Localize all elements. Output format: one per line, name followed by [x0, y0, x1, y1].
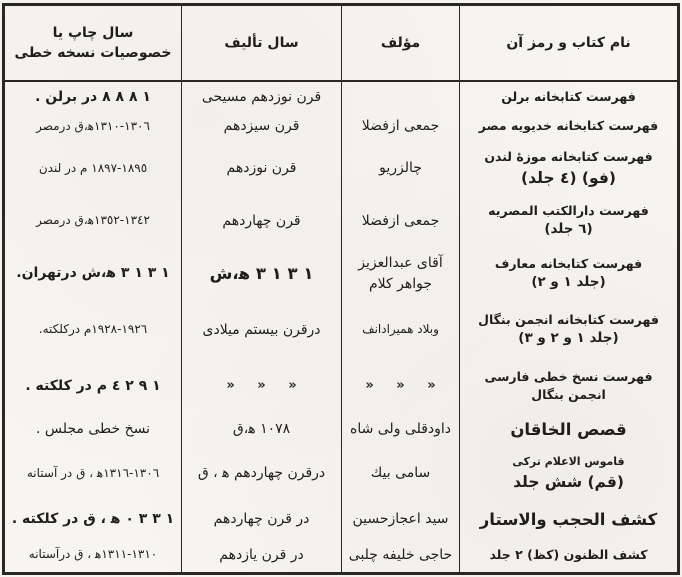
- year-cell: [182, 141, 342, 196]
- book-cell: [460, 246, 677, 301]
- column-header-book-name-label: نام كتاب و رمز آن: [506, 34, 631, 51]
- book-text-line: فهرست دارالكتب المصريه: [488, 203, 649, 219]
- print-cell: [5, 501, 182, 538]
- book-text-line: فهرست كتابخانه برلن: [501, 88, 636, 104]
- print-text-line: ١ ٣ ١ ٣ ه‍،ش درتهران.: [16, 265, 170, 282]
- author-cell: [342, 501, 460, 538]
- print-cell: [5, 301, 182, 359]
- author-text-line: چالزريو: [379, 160, 422, 177]
- year-text-line: ١ ٣ ١ ٣ ه‍،ش: [209, 263, 314, 283]
- year-cell: [182, 413, 342, 446]
- table-row-11: [5, 538, 677, 572]
- year-text-line: قرن نوزدهم مسيحى: [201, 88, 322, 105]
- year-cell: [182, 246, 342, 301]
- table-row-1: [5, 82, 677, 112]
- author-text-line: داودقلى ولى شاه: [349, 421, 452, 438]
- author-text-line: « « «: [365, 377, 436, 393]
- book-text-line: قاموس الاعلام تركى: [512, 455, 625, 469]
- print-text-line: ١ ٩ ٢ ٤ م در كلكته .: [25, 377, 161, 394]
- year-cell: [182, 301, 342, 359]
- year-cell: [182, 446, 342, 501]
- table-row-6: [5, 301, 677, 359]
- column-header-author: [342, 6, 460, 80]
- column-header-composition-year: [182, 6, 342, 80]
- year-text-line: در قرن يازدهم: [219, 546, 304, 563]
- print-cell: [5, 141, 182, 196]
- column-header-print-year: [5, 6, 182, 80]
- author-cell: [342, 359, 460, 413]
- book-cell: [460, 112, 677, 141]
- book-text-line: كشف الحجب والاستار: [479, 509, 658, 529]
- table-row-4: [5, 196, 677, 246]
- book-text-line: (جلد ١ و ٢): [531, 273, 606, 290]
- print-cell: [5, 82, 182, 112]
- author-cell: [342, 446, 460, 501]
- print-text-line: ١٨٩٥-١٨٩٧ م در لندن: [38, 160, 148, 175]
- table-body: [5, 82, 677, 572]
- table-header-row: [5, 6, 677, 82]
- column-header-author-label: مؤلف: [380, 34, 421, 51]
- table-row-5: [5, 246, 677, 301]
- author-cell: [342, 196, 460, 246]
- print-cell: [5, 538, 182, 572]
- book-text-line: فهرست كتابخانه معارف: [494, 255, 643, 271]
- column-header-print-year-line2: خصوصيات نسخه خطى: [14, 45, 172, 61]
- book-cell: [460, 446, 677, 501]
- year-cell: [182, 538, 342, 572]
- book-text-line: انجمن بنگال: [531, 387, 606, 402]
- print-text-line: ١ ٣ ٣ ٠ ه‍ ، ق در كلكته .: [11, 511, 175, 528]
- book-cell: [460, 82, 677, 112]
- author-text-line: سيد اعجازحسين: [352, 511, 449, 528]
- year-text-line: در قرن چهاردهم: [213, 511, 310, 528]
- table-row-3: [5, 141, 677, 196]
- book-text-line: فهرست كتابخانه انجمن بنگال: [478, 312, 659, 328]
- book-cell: [460, 141, 677, 196]
- book-text-line: فهرست كتابخانه خديويه مصر: [478, 118, 659, 134]
- table-row-9: [5, 446, 677, 501]
- author-cell: [342, 82, 460, 112]
- author-cell: [342, 141, 460, 196]
- print-text-line: ١٩٢٦-١٩٢٨م دركلكته.: [38, 322, 148, 337]
- year-cell: [182, 359, 342, 413]
- year-cell: [182, 112, 342, 141]
- year-cell: [182, 196, 342, 246]
- year-text-line: قرن نوزدهم: [226, 160, 297, 177]
- table-row-2: [5, 112, 677, 141]
- book-text-line: (جلد ١ و ٢ و ٣): [518, 330, 619, 347]
- print-text-line: ١٣٠٦-١٣١٠ه‍،ق درمصر: [36, 118, 150, 133]
- table-row-7: [5, 359, 677, 413]
- book-cell: [460, 359, 677, 413]
- print-cell: [5, 196, 182, 246]
- book-text-line: (فو) (٤ جلد): [521, 168, 616, 187]
- table-row-8: [5, 413, 677, 446]
- year-cell: [182, 82, 342, 112]
- print-cell: [5, 246, 182, 301]
- year-text-line: درقرن چهاردهم ه‍ ، ق: [197, 465, 326, 482]
- book-cell: [460, 413, 677, 446]
- year-text-line: درقرن بيستم ميلادى: [202, 321, 321, 338]
- book-text-line: (٦ جلد): [544, 221, 593, 238]
- author-cell: [342, 538, 460, 572]
- print-cell: [5, 112, 182, 141]
- column-header-composition-year-label: سال تأليف: [224, 34, 299, 51]
- author-cell: [342, 301, 460, 359]
- catalog-table: [2, 3, 680, 575]
- author-text-line: جمعى ازفضلا: [361, 118, 440, 135]
- author-text-line: سامى بيك: [370, 465, 431, 482]
- table-row-10: [5, 501, 677, 538]
- column-header-print-year-line1: سال چاپ يا: [52, 24, 134, 41]
- print-text-line: ١٣١٠-١٣١١ه‍ ، ق درآستانه: [28, 547, 158, 562]
- book-cell: [460, 501, 677, 538]
- year-text-line: قرن سيزدهم: [223, 118, 300, 135]
- author-cell: [342, 413, 460, 446]
- author-text-line: حاجى خليفه چلبى: [348, 546, 453, 563]
- print-text-line: ١ ٨ ٨ ٨ در برلن .: [35, 88, 151, 105]
- book-text-line: كشف الظنون (كظ) ٢ جلد: [489, 546, 648, 562]
- book-text-line: قصص الخاقان: [510, 419, 627, 439]
- year-cell: [182, 501, 342, 538]
- book-cell: [460, 301, 677, 359]
- print-text-line: ١٣٠٦-١٣١٦ه‍ ، ق در آستانه: [26, 465, 160, 480]
- year-text-line: « « «: [226, 377, 297, 393]
- book-text-line: فهرست كتابخانه موزۀ لندن: [484, 149, 653, 165]
- print-text-line: نسخ خطى مجلس .: [35, 421, 151, 438]
- author-cell: [342, 112, 460, 141]
- print-cell: [5, 446, 182, 501]
- print-cell: [5, 359, 182, 413]
- author-text-line: جواهر كلام: [368, 275, 433, 292]
- year-text-line: ١٠٧٨ ه‍،ق: [232, 421, 291, 438]
- book-cell: [460, 538, 677, 572]
- print-text-line: ١٣٤٢-١٣٥٢ه‍،ق درمصر: [36, 213, 150, 228]
- author-text-line: آقاى عبدالعزيز: [358, 255, 443, 272]
- year-text-line: قرن چهاردهم: [222, 212, 301, 229]
- author-text-line: جمعى ازفضلا: [361, 212, 440, 229]
- print-cell: [5, 413, 182, 446]
- book-cell: [460, 196, 677, 246]
- author-cell: [342, 246, 460, 301]
- column-header-book-name: [460, 6, 677, 80]
- author-text-line: وبلاد هميرادانف: [362, 322, 439, 337]
- book-text-line: (قم) شش جلد: [513, 472, 624, 491]
- book-text-line: فهرست نسخ خطى فارسى: [484, 368, 653, 384]
